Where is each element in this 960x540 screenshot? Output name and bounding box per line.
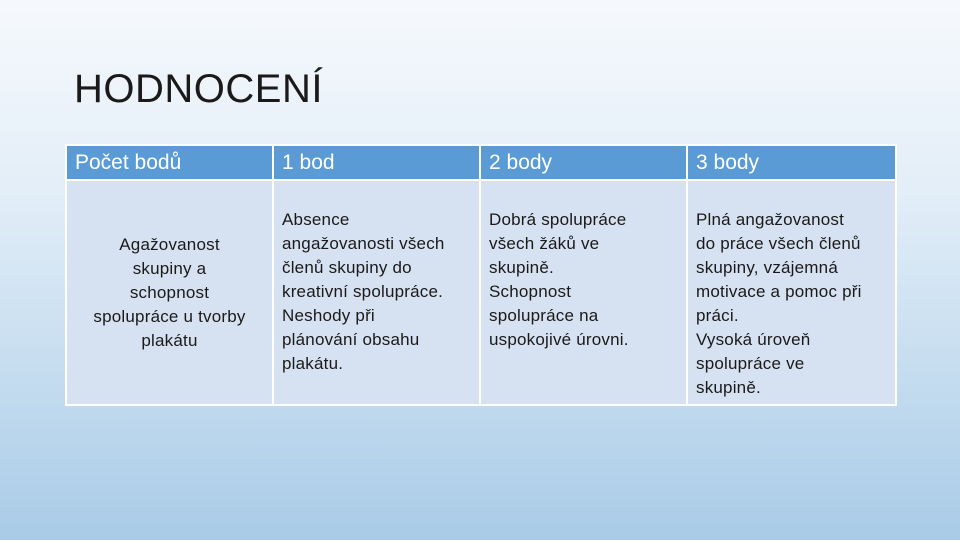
header-points: Počet bodů <box>66 145 273 180</box>
cell-3-points: Plná angažovanost do práce všech členů skupiny, vzájemná motivace a pomoc při práci. Vysoká úroveň spolupráce ve skupině. <box>687 180 896 405</box>
header-3-points: 3 body <box>687 145 896 180</box>
header-row <box>66 145 896 180</box>
criterion-cell: Agažovanost skupiny a schopnost spolupráce u tvorby plakátu <box>66 180 273 405</box>
header-2-points: 2 body <box>480 145 687 180</box>
slide-title: HODNOCENÍ <box>74 67 323 111</box>
table-row <box>66 180 896 405</box>
cell-1-point: Absence angažovanosti všech členů skupiny do kreativní spolupráce. Neshody při plánování obsahu plakátu. <box>273 180 480 405</box>
rubric-table <box>65 144 897 406</box>
cell-2-points: Dobrá spolupráce všech žáků ve skupině. Schopnost spolupráce na uspokojivé úrovni. <box>480 180 687 405</box>
header-1-point: 1 bod <box>273 145 480 180</box>
